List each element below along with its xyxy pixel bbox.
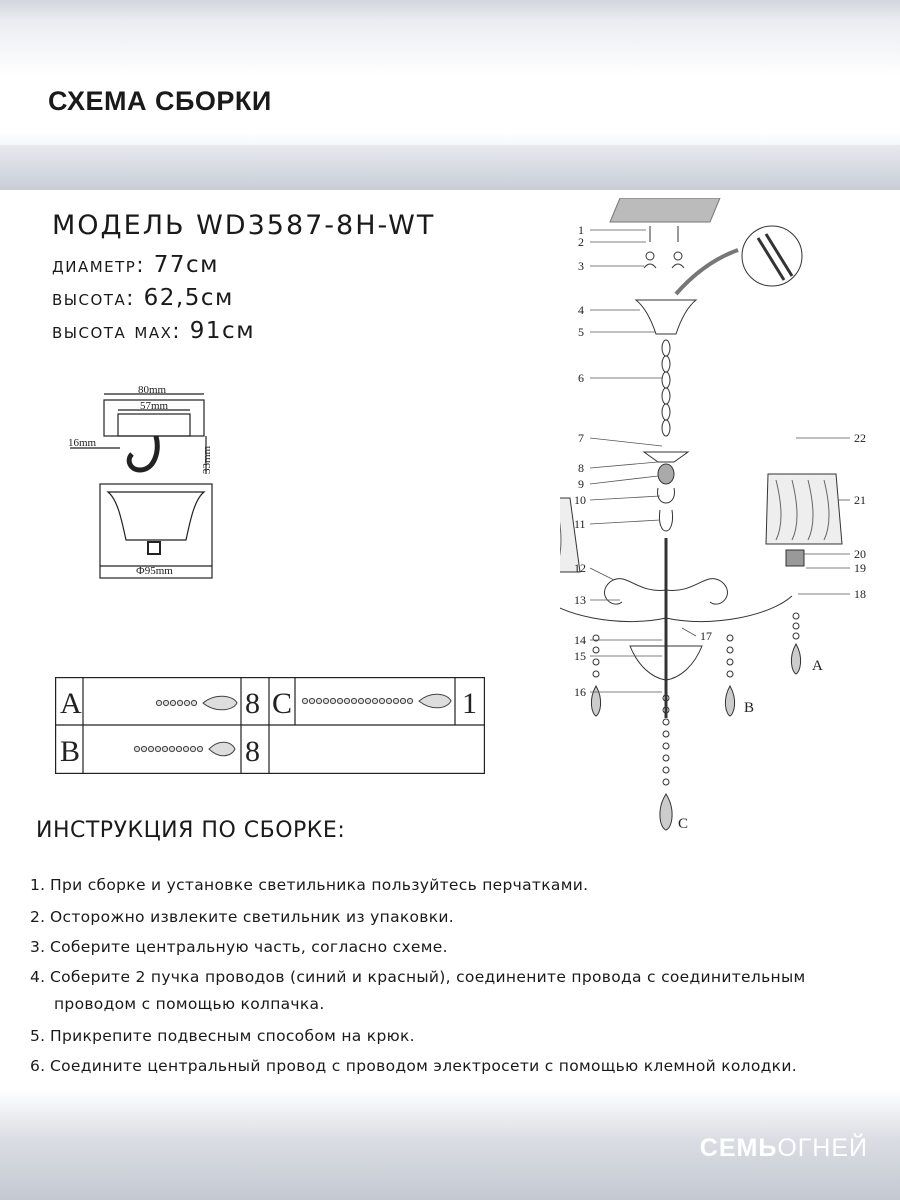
instruction-step (30, 1051, 890, 1081)
part-label-1: 1 (578, 223, 584, 237)
hook-icon (129, 436, 157, 470)
spec-height (52, 285, 234, 311)
crystal-strand-b-left (591, 635, 600, 716)
part-label-5: 5 (578, 325, 584, 339)
instructions-title: ИНСТРУКЦИЯ ПО СБОРКЕ: (36, 818, 346, 843)
instruction-step (30, 870, 890, 900)
bead-9 (658, 464, 674, 484)
dim-95: Ф95mm (136, 565, 173, 577)
crystal-count-c: 1 (462, 687, 477, 720)
dim-80: 80mm (138, 384, 167, 396)
part-label-17: 17 (700, 629, 712, 643)
spec-diameter-value: 77см (153, 252, 219, 278)
crystal-type-c: C (272, 687, 293, 720)
part-label-6: 6 (578, 371, 584, 385)
hook-canopy-figure (60, 382, 230, 587)
crystal-strand-b-right (725, 635, 734, 716)
assembly-diagram (560, 198, 890, 838)
holder-right (786, 550, 804, 566)
step-number: 5. (30, 1027, 46, 1045)
step-number: 1. (30, 876, 46, 894)
spec-height-max-label: высота мах: (52, 319, 181, 343)
part-label-8: 8 (578, 461, 584, 475)
brand-bold: СЕМЬ (699, 1134, 778, 1162)
crystal-strand-a-right (791, 613, 800, 674)
arm-right-low (666, 596, 792, 622)
instruction-step (30, 1021, 890, 1051)
instructions-list (30, 870, 890, 1081)
part-label-3: 3 (578, 259, 584, 273)
crystal-count-b: 8 (245, 735, 260, 768)
step-text: При сборке и установке светильника пользуйтесь перчатками. (50, 876, 589, 894)
crystal-label-a: A (812, 658, 823, 674)
ceiling-hatch (610, 198, 720, 222)
crystal-strand-a-icon (156, 696, 237, 710)
step-text-continued: проводом с помощью колпачка. (54, 995, 325, 1013)
step-text: Осторожно извлеките светильник из упаковки. (50, 908, 455, 926)
part-label-11: 11 (574, 517, 586, 531)
part-label-12: 12 (574, 561, 586, 575)
step-text: Соедините центральный провод с проводом электросети с помощью клемной колодки. (50, 1057, 797, 1075)
canopy-shape (108, 492, 204, 540)
canopy-screw (148, 542, 160, 554)
brand-logo (700, 1134, 868, 1163)
crystal-strand-b-icon (134, 742, 235, 756)
connector-detail (742, 226, 802, 286)
step-text: Соберите 2 пучка проводов (синий и красный), соединените провода с соединительным (50, 968, 806, 986)
part-label-7: 7 (578, 431, 584, 445)
crystal-strand-c-icon (302, 694, 451, 708)
dim-16: 16mm (68, 437, 97, 449)
step-number: 4. (30, 968, 46, 986)
spec-height-label: высота: (52, 286, 135, 310)
part-label-15: 15 (574, 649, 586, 663)
part-label-18: 18 (854, 587, 866, 601)
spec-diameter-label: диаметр: (52, 253, 145, 277)
mount-plate (118, 414, 190, 436)
spec-diameter (52, 252, 219, 278)
part-label-20: 20 (854, 547, 866, 561)
part-label-19: 19 (854, 561, 866, 575)
chain (662, 340, 670, 436)
spec-height-value: 62,5см (143, 285, 234, 311)
stem-vase (658, 488, 675, 531)
spec-height-max-value: 91см (189, 318, 256, 344)
crystal-type-b: B (60, 735, 81, 768)
part-label-14: 14 (574, 633, 586, 647)
dim-33: 33mm (201, 445, 213, 474)
step-number: 3. (30, 938, 46, 956)
model-name: МОДЕЛЬ WD3587-8H-WT (52, 210, 436, 241)
part-label-2: 2 (578, 235, 584, 249)
part-label-4: 4 (578, 303, 584, 317)
spec-height-max (52, 318, 255, 344)
dim-57: 57mm (140, 400, 169, 412)
part-label-22: 22 (854, 431, 866, 445)
crystal-count-a: 8 (245, 687, 260, 720)
part-label-10: 10 (574, 493, 586, 507)
instruction-step (30, 902, 890, 932)
brand-light: ОГНЕЙ (777, 1134, 868, 1162)
cup (644, 452, 688, 462)
step-text: Прикрепите подвесным способом на крюк. (50, 1027, 415, 1045)
instruction-step (30, 964, 890, 1018)
part-labels (574, 223, 866, 699)
step-text: Соберите центральную часть, согласно схеме. (50, 938, 448, 956)
step-number: 6. (30, 1057, 46, 1075)
part-label-21: 21 (854, 493, 866, 507)
canopy (636, 300, 696, 334)
canopy-frame (100, 484, 212, 578)
part-label-13: 13 (574, 593, 586, 607)
crystal-label-c: C (678, 816, 689, 832)
crystal-table (55, 677, 485, 774)
crystal-type-a: A (60, 687, 82, 720)
arm-right (666, 579, 727, 605)
step-number: 2. (30, 908, 46, 926)
part-label-16: 16 (574, 685, 586, 699)
page-title: СХЕМА СБОРКИ (48, 86, 272, 116)
part-label-9: 9 (578, 477, 584, 491)
crystal-label-b: B (744, 700, 755, 716)
instruction-step (30, 932, 890, 962)
